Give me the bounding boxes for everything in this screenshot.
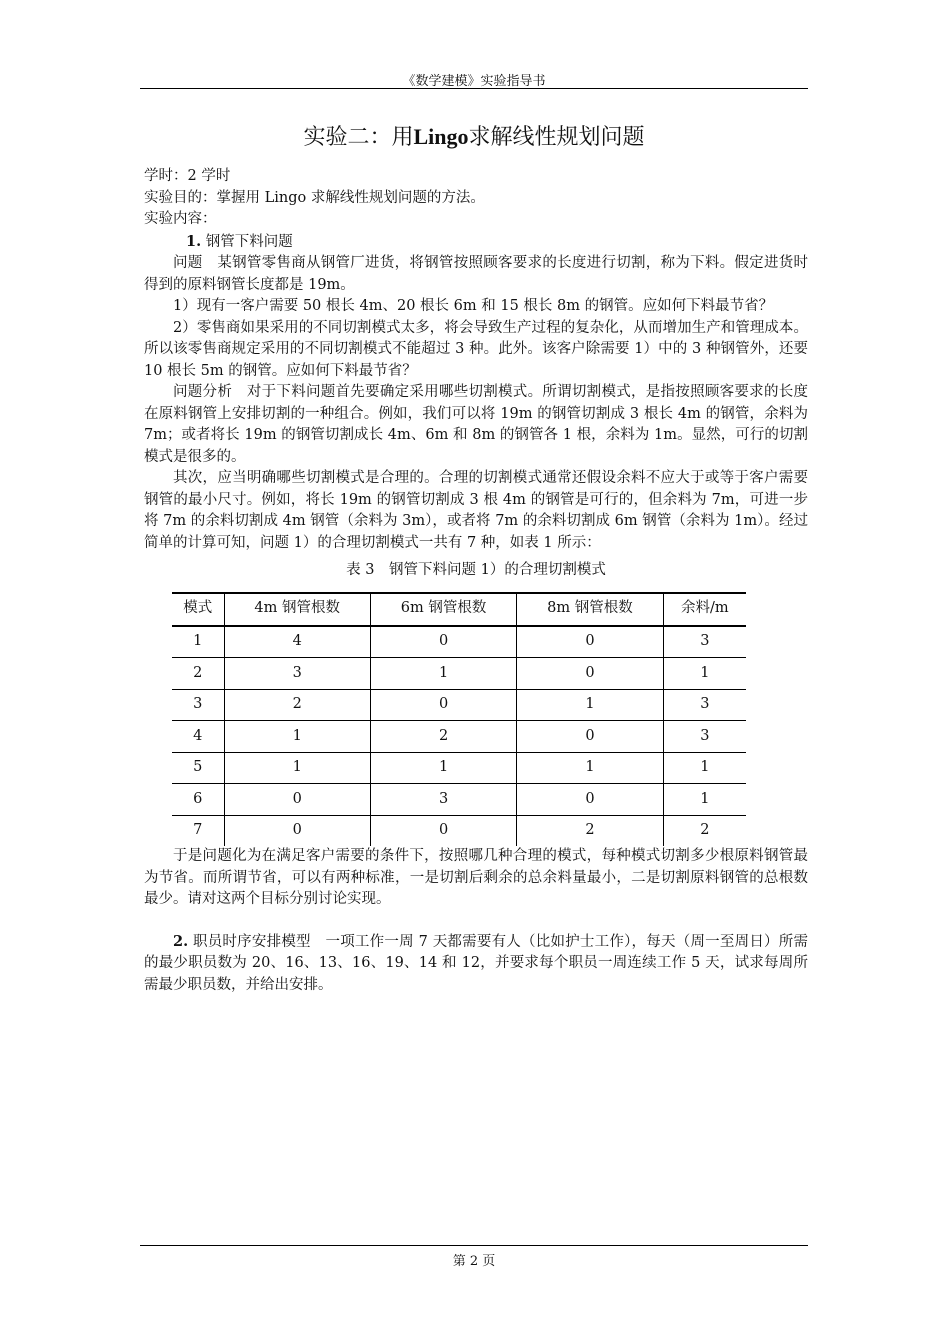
section1-problem: 问题 某钢管零售商从钢管厂进货，将钢管按照顾客要求的长度进行切割，称为下料。假定进货时得到的原料钢管长度都是 19m。 xyxy=(144,255,808,293)
table-cell: 1 xyxy=(663,752,746,784)
table-cell: 5 xyxy=(172,752,224,784)
section1-question-1: 1）现有一客户需要 50 根长 4m、20 根长 6m 和 15 根长 8m 的钢管。应如何下料最节省？ xyxy=(173,298,774,314)
section1-next: 其次，应当明确哪些切割模式是合理的。合理的切割模式通常还假设余料不应大于或等于客户需要钢管的最小尺寸。例如，将长 19m 的钢管切割成 3 根 4m 的钢管是可行的，但余料为 7m，可进一步将 7m 的余料切割成 4m 钢管（余料为 3m），或者将 7m 的余料切割成 6m 钢管（余料为 1m）。经过简单的计算可知，问题 1）的合理切割模式一共有 7 种，如表 1 所示： xyxy=(144,470,808,551)
table-cell: 1 xyxy=(370,658,516,690)
table-cell: 1 xyxy=(370,752,516,784)
header-cell: 8m 钢管根数 xyxy=(517,593,663,626)
table-row xyxy=(172,689,746,721)
table-cell: 2 xyxy=(172,658,224,690)
table-cell: 7 xyxy=(193,822,203,838)
table-cell: 3 xyxy=(663,689,746,721)
title-bold: Lingo xyxy=(413,124,469,149)
table-cell: 2 xyxy=(370,721,516,753)
title-suffix: 求解线性规划问题 xyxy=(468,125,645,150)
table-cell: 0 xyxy=(224,815,370,846)
table-cell: 3 xyxy=(224,658,370,690)
table-header-row xyxy=(172,593,746,626)
hours-line: 学时：2 学时 xyxy=(144,168,231,184)
table-row xyxy=(172,721,746,753)
table-cell: 6 xyxy=(172,784,224,816)
table-cell: 0 xyxy=(517,626,663,658)
table-row xyxy=(172,815,746,846)
table-cell: 1 xyxy=(663,658,746,690)
table-cell: 2 xyxy=(224,689,370,721)
table-cell: 0 xyxy=(517,784,663,816)
section1-number: 1. xyxy=(186,232,202,250)
table-cell: 1 xyxy=(517,689,663,721)
table-cell: 0 xyxy=(370,689,516,721)
table-cell: 1 xyxy=(663,784,746,816)
cutting-pattern-table-wrap xyxy=(172,592,746,847)
header-cell: 模式 xyxy=(172,593,224,626)
table-cell: 3 xyxy=(663,626,746,658)
running-header: 《数学建模》实验指导书 xyxy=(402,74,546,89)
table-cell: 4 xyxy=(224,626,370,658)
table-cell: 2 xyxy=(663,815,746,846)
table-row xyxy=(172,658,746,690)
title-prefix: 实验二：用 xyxy=(303,125,414,150)
section1-analysis: 问题分析 对于下料问题首先要确定采用哪些切割模式。所谓切割模式，是指按照顾客要求的长度在原料钢管上安排切割的一种组合。例如，我们可以将 19m 的钢管切割成 3 根长 4m 的钢管，余料为 7m；或者将长 19m 的钢管切割成长 4m、6m 和 8m 的钢管各 1 根，余料为 1m。显然，可行的切割模式是很多的。 xyxy=(144,384,808,465)
header-cell: 6m 钢管根数 xyxy=(370,593,516,626)
cutting-pattern-table xyxy=(172,592,746,847)
section1-heading xyxy=(144,231,808,254)
table-cell: 0 xyxy=(370,815,516,846)
table-cell: 1 xyxy=(224,721,370,753)
section2-text: 职员时序安排模型 一项工作一周 7 天都需要有人（比如护士工作），每天（周一至周日）所需的最少职员数为 20、16、13、16、19、14 和 12，并要求每个职员一周连续工作 5 天，试求每周所需最少职员数，并给出安排。 xyxy=(144,933,808,993)
section2-number: 2. xyxy=(173,932,189,950)
page-title xyxy=(140,120,808,151)
header-cell: 余料/m xyxy=(663,593,746,626)
table-cell: 0 xyxy=(370,626,516,658)
table-cell: 1 xyxy=(517,752,663,784)
table-cell: 0 xyxy=(224,784,370,816)
footer-rule xyxy=(140,1245,808,1246)
page-number: 第 2 页 xyxy=(452,1254,496,1269)
table-cell: 3 xyxy=(663,721,746,753)
section1-title: 钢管下料问题 xyxy=(205,233,293,250)
table-cell: 3 xyxy=(370,784,516,816)
main-content xyxy=(144,166,808,996)
purpose-line: 实验目的：掌握用 Lingo 求解线性规划问题的方法。 xyxy=(144,189,485,206)
table-row xyxy=(172,626,746,658)
table-caption: 表 3 钢管下料问题 1）的合理切割模式 xyxy=(346,562,606,578)
table-cell: 3 xyxy=(172,689,224,721)
table-cell: 0 xyxy=(517,658,663,690)
header-rule xyxy=(140,88,808,89)
table-cell: 2 xyxy=(517,815,663,846)
table-cell: 4 xyxy=(172,721,224,753)
section2-paragraph xyxy=(144,931,808,997)
table-row xyxy=(172,784,746,816)
section1-question-2: 2）零售商如果采用的不同切割模式太多，将会导致生产过程的复杂化，从而增加生产和管理成本。所以该零售商规定采用的不同切割模式不能超过 3 种。此外。该客户除需要 1）中的 3 种钢管外，还要 10 根长 5m 的钢管。应如何下料最节省？ xyxy=(144,319,808,379)
table-cell: 1 xyxy=(224,752,370,784)
table-cell: 1 xyxy=(172,626,224,658)
table-row xyxy=(172,752,746,784)
section1-after-table: 于是问题化为在满足客户需要的条件下，按照哪几种合理的模式，每种模式切割多少根原料钢管最为节省。而所谓节省，可以有两种标准，一是切割后剩余的总余料量最小，二是切割原料钢管的总根数最少。请对这两个目标分别讨论实现。 xyxy=(144,848,808,907)
content-label: 实验内容： xyxy=(144,211,217,227)
table-cell: 0 xyxy=(517,721,663,753)
header-cell: 4m 钢管根数 xyxy=(224,593,370,626)
